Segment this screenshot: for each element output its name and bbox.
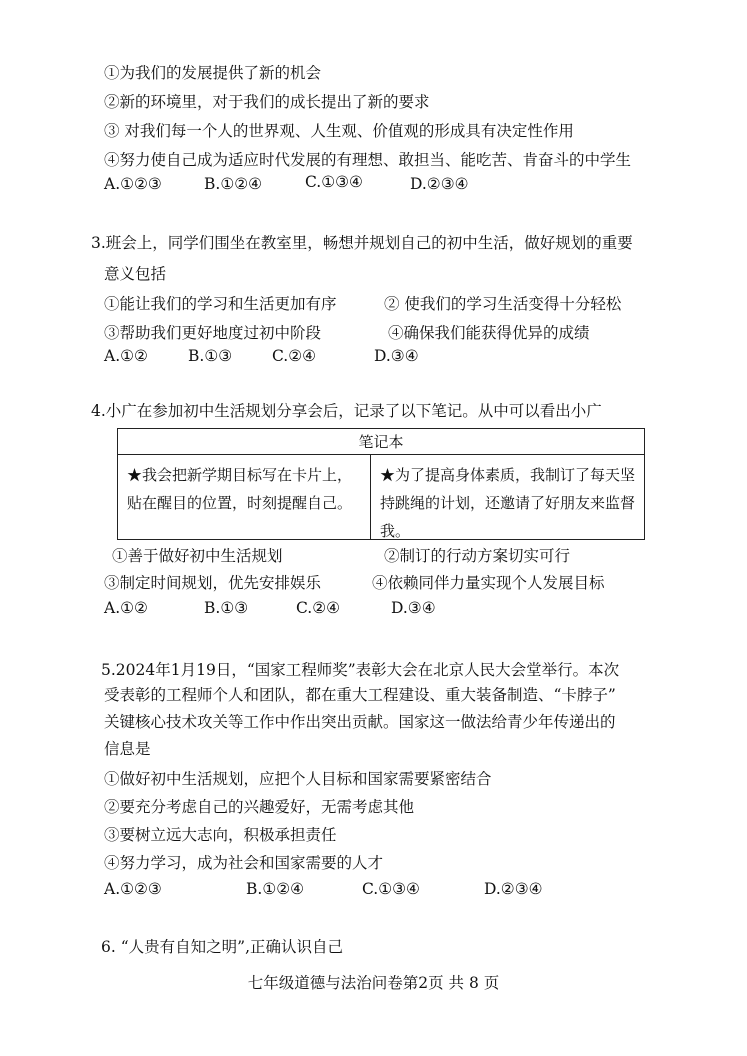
- q3-stem-line-1: 3.班会上，同学们围坐在教室里，畅想并规划自己的初中生活，做好规划的重要: [91, 234, 633, 252]
- q5-statement-1: ①做好初中生活规划，应把个人目标和国家需要紧密结合: [104, 770, 492, 788]
- q5-option-d: D.②③④: [484, 880, 543, 898]
- q3-statement-4: ④确保我们能获得优异的成绩: [388, 324, 590, 342]
- q2-option-d: D.②③④: [410, 175, 469, 193]
- q4-stem: 4.小广在参加初中生活规划分享会后，记录了以下笔记。从中可以看出小广: [91, 402, 602, 420]
- notebook-note-right: ★为了提高身体素质，我制订了每天坚持跳绳的计划，还邀请了好朋友来监督我。: [380, 466, 636, 540]
- q4-option-d: D.③④: [391, 599, 436, 617]
- q2-statement-2: ②新的环境里，对于我们的成长提出了新的要求: [104, 93, 430, 111]
- q3-option-d: D.③④: [374, 347, 419, 365]
- q5-statement-4: ④努力学习，成为社会和国家需要的人才: [104, 854, 384, 872]
- page-footer: 七年级道德与法治问卷第2页 共 8 页: [247, 974, 500, 992]
- q5-stem-line-1: 5.2024年1月19日，“国家工程师奖”表彰大会在北京人民大会堂举行。本次: [101, 661, 620, 679]
- notebook-title: 笔记本: [118, 429, 644, 455]
- q3-stem-line-2: 意义包括: [104, 265, 167, 283]
- q3-option-a: A.①②: [104, 347, 148, 365]
- q3-statement-2: ② 使我们的学习生活变得十分轻松: [384, 295, 622, 313]
- q5-option-b: B.①②④: [246, 880, 305, 898]
- q4-option-a: A.①②: [104, 599, 148, 617]
- q2-option-c: C.①③④: [305, 173, 363, 191]
- q4-statement-3: ③制定时间规划，优先安排娱乐: [104, 574, 322, 592]
- q2-option-b: B.①②④: [204, 175, 263, 193]
- q3-statement-3: ③帮助我们更好地度过初中阶段: [104, 324, 322, 342]
- q3-statement-1: ①能让我们的学习和生活更加有序: [104, 295, 337, 313]
- q4-statement-4: ④依赖同伴力量实现个人发展目标: [372, 574, 605, 592]
- q3-option-b: B.①③: [188, 347, 233, 365]
- q3-option-c: C.②④: [272, 347, 317, 365]
- q2-statement-3: ③ 对我们每一个人的世界观、人生观、价值观的形成具有决定性作用: [104, 122, 574, 140]
- q2-option-a: A.①②③: [104, 175, 162, 193]
- q4-statement-2: ②制订的行动方案切实可行: [384, 547, 571, 565]
- q5-option-c: C.①③④: [362, 880, 420, 898]
- q5-stem-line-2: 受表彰的工程师个人和团队，都在重大工程建设、重大装备制造、“卡脖子”: [104, 686, 616, 704]
- q2-statement-4: ④努力使自己成为适应时代发展的有理想、敢担当、能吃苦、肯奋斗的中学生: [104, 151, 632, 169]
- notebook-table: [117, 428, 645, 540]
- q4-option-b: B.①③: [204, 599, 249, 617]
- q5-stem-line-3: 关键核心技术攻关等工作中作出突出贡献。国家这一做法给青少年传递出的: [104, 713, 616, 731]
- q5-stem-line-4: 信息是: [104, 740, 151, 758]
- q6-stem: 6. “人贵有自知之明”,正确认识自己: [101, 938, 343, 956]
- notebook-note-left: ★我会把新学期目标写在卡片上，贴在醒目的位置，时刻提醒自己。: [118, 455, 371, 540]
- q5-statement-2: ②要充分考虑自己的兴趣爱好，无需考虑其他: [104, 798, 415, 816]
- q2-statement-1: ①为我们的发展提供了新的机会: [104, 64, 322, 82]
- q5-statement-3: ③要树立远大志向，积极承担责任: [104, 826, 337, 844]
- q4-statement-1: ①善于做好初中生活规划: [112, 547, 283, 565]
- q5-option-a: A.①②③: [104, 880, 162, 898]
- q4-option-c: C.②④: [296, 599, 341, 617]
